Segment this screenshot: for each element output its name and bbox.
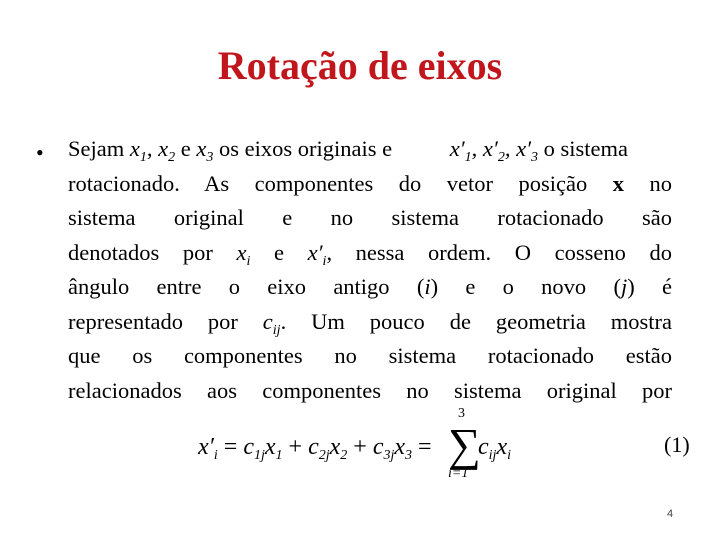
rotated-axes-symbols: $x'_1$, $x'_2$, $x'_3$ (449, 136, 538, 165)
xi-symbol: $x_i$ (236, 239, 251, 269)
x2-symbol: $x_2$ (158, 136, 176, 165)
vector-x: x (612, 170, 625, 196)
line-1: Sejam $x_1$, $x_2$ e $x_3$ os eixos originais e $x'_1$, $x'_2$, $x'_3$ o sistema (68, 136, 628, 165)
summation-symbol: 3 ∑ i=1 (448, 406, 481, 481)
page-number: 4 (667, 508, 674, 520)
xi-prime-symbol: $x'_i$ (307, 239, 327, 269)
rotation-equation (198, 406, 528, 486)
equation-number: (1) (664, 432, 690, 457)
slide-title: Rotação de eixos (217, 43, 503, 88)
line-6: representado por $c_{ij}$. Um pouco de geometria mostra (68, 308, 673, 338)
equation-rhs: $c_{ij}x_i$ (478, 434, 511, 463)
body-paragraph (68, 132, 672, 408)
line-2: rotacionado. As componentes do vetor posição x no (68, 170, 673, 196)
bullet-marker: • (36, 140, 44, 165)
line-7: que os componentes no sistema rotacionado estão (68, 343, 672, 368)
x1-symbol: $x_1$ (129, 136, 147, 165)
line-4: denotados por $x_i$ e $x'_i$, nessa ordem. O cosseno do (68, 239, 673, 269)
equation-lhs: $x'_i = c_{1j}x_1 + c_{2j}x_2 + c_{3j}x_3$ = (198, 434, 432, 463)
line-5: ângulo entre o eixo antigo (i) e o novo (j) é (68, 274, 672, 299)
line-8: relacionados aos componentes no sistema original por (68, 377, 672, 403)
cij-symbol: $c_{ij}$ (262, 308, 281, 338)
line-3: sistema original e no sistema rotacionado são (68, 205, 672, 230)
x3-symbol: $x_3$ (196, 136, 214, 165)
